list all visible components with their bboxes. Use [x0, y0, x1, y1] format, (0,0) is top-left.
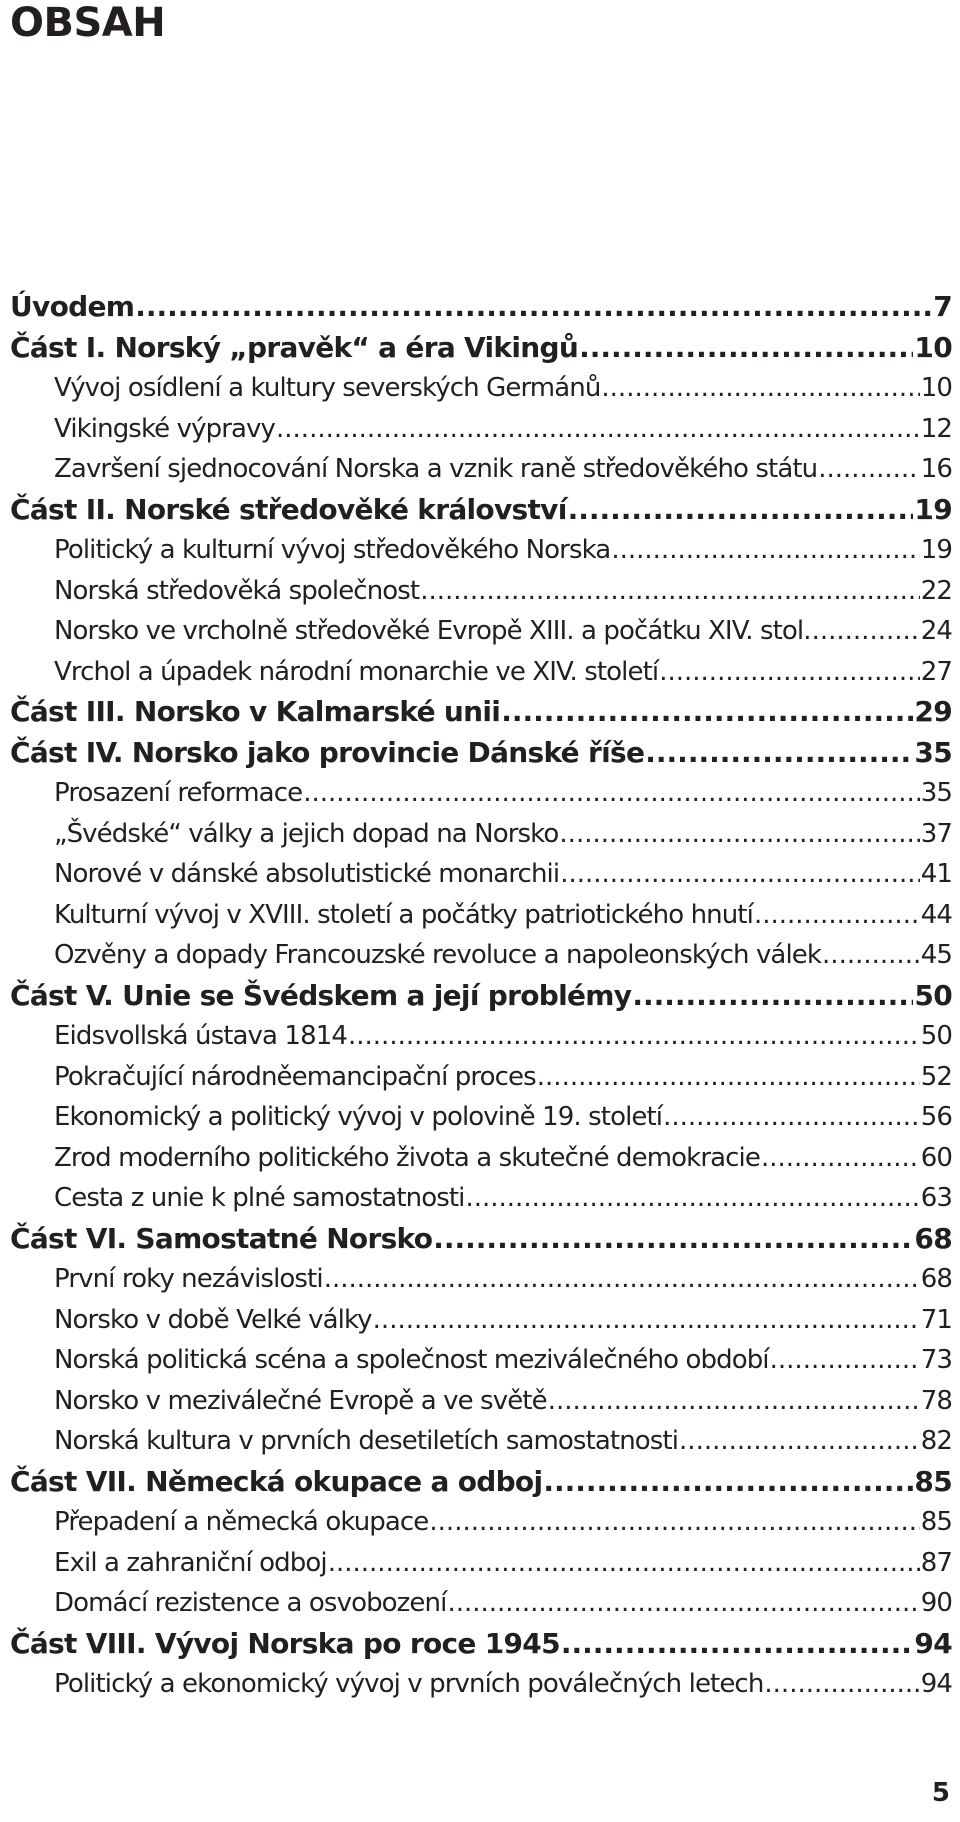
- toc-entry-page: 50: [920, 1021, 952, 1051]
- page-number: 5: [931, 1778, 950, 1808]
- toc-section-entry: [10, 1016, 952, 1057]
- toc-part-entry: [10, 287, 952, 328]
- dot-leader: [560, 854, 920, 895]
- toc-entry-page: 94: [914, 1626, 952, 1660]
- toc-entry-page: 85: [914, 1464, 952, 1498]
- toc-entry-title: Politický a kulturní vývoj středověkého Norska: [54, 535, 611, 565]
- toc-entry-page: 45: [920, 940, 952, 970]
- toc-section-entry: [10, 773, 952, 814]
- toc-entry-title: Domácí rezistence a osvobození: [54, 1588, 447, 1618]
- toc-entry-page: 41: [920, 859, 952, 889]
- toc-entry-title: Norská středověká společnost: [54, 575, 420, 606]
- toc-entry-title: Norové v dánské absolutistické monarchii: [54, 859, 560, 889]
- toc-entry-title: Část VIII. Vývoj Norska po roce 1945: [10, 1626, 560, 1660]
- toc-section-entry: [10, 1664, 952, 1705]
- toc-entry-title: Část II. Norské středověké království: [10, 492, 567, 526]
- toc-entry-page: 87: [920, 1547, 952, 1578]
- toc-entry-page: 94: [920, 1669, 952, 1699]
- toc-entry-page: 27: [920, 656, 952, 687]
- dot-leader: [420, 571, 919, 612]
- dot-leader: [135, 287, 932, 328]
- dot-leader: [568, 490, 914, 531]
- toc-entry-title: Norsko v meziválečné Evropě a ve světě: [54, 1385, 547, 1416]
- toc-entry-title: Pokračující národněemancipační proces: [54, 1061, 536, 1092]
- toc-entry-page: 22: [920, 575, 952, 606]
- toc-section-entry: [10, 449, 952, 490]
- toc-entry-title: Norská politická scéna a společnost meziválečného období: [54, 1345, 769, 1375]
- toc-section-entry: [10, 1502, 952, 1543]
- toc-entry-title: Úvodem: [10, 290, 135, 323]
- toc-section-entry: [10, 1097, 952, 1138]
- toc-part-entry: [10, 692, 952, 733]
- dot-leader: [822, 935, 920, 976]
- dot-leader: [303, 773, 920, 814]
- toc-section-entry: [10, 1340, 952, 1381]
- toc-entry-page: 24: [920, 616, 952, 646]
- toc-entry-title: Část IV. Norsko jako provincie Dánské říše: [10, 735, 645, 769]
- toc-section-entry: [10, 935, 952, 976]
- dot-leader: [764, 1664, 919, 1705]
- dot-leader: [465, 1178, 919, 1219]
- toc-section-entry: [10, 571, 952, 612]
- dot-leader: [559, 814, 919, 855]
- toc-entry-page: 78: [920, 1385, 952, 1416]
- toc-entry-title: Završení sjednocování Norska a vznik raně středověkého státu: [54, 454, 818, 484]
- toc-section-entry: [10, 1300, 952, 1341]
- toc-entry-page: 56: [920, 1102, 952, 1132]
- toc-entry-title: Prosazení reformace: [54, 778, 303, 808]
- dot-leader: [561, 1624, 914, 1665]
- toc-entry-page: 10: [914, 330, 952, 364]
- dot-leader: [501, 692, 913, 733]
- toc-entry-page: 19: [914, 492, 952, 526]
- toc-section-entry: [10, 409, 952, 450]
- dot-leader: [812, 611, 920, 652]
- toc-entry-title: Cesta z unie k plné samostatnosti: [54, 1183, 465, 1213]
- dot-leader: [276, 409, 920, 450]
- toc-section-entry: [10, 854, 952, 895]
- toc-part-entry: [10, 1219, 952, 1260]
- toc-entry-page: 52: [920, 1061, 952, 1092]
- dot-leader: [761, 1138, 920, 1179]
- toc-part-entry: [10, 328, 952, 369]
- toc-entry-title: Část VI. Samostatné Norsko: [10, 1221, 433, 1255]
- toc-entry-title: První roky nezávislosti: [54, 1264, 323, 1294]
- toc-entry-title: Norsko ve vrcholně středověké Evropě XIII. a počátku XIV. stol.: [54, 616, 811, 646]
- toc-part-entry: [10, 976, 952, 1017]
- toc-entry-page: 68: [914, 1221, 952, 1255]
- toc-entry-title: Zrod moderního politického života a skutečné demokracie: [54, 1142, 760, 1173]
- toc-entry-title: Norsko v době Velké války: [54, 1304, 372, 1335]
- dot-leader: [659, 652, 919, 693]
- dot-leader: [645, 733, 913, 774]
- toc-entry-page: 90: [920, 1588, 952, 1618]
- toc-entry-title: Exil a zahraniční odboj: [54, 1547, 327, 1578]
- toc-entry-title: Část I. Norský „pravěk“ a éra Vikingů: [10, 330, 579, 364]
- toc-entry-title: Přepadení a německá okupace: [54, 1507, 429, 1537]
- toc-section-entry: [10, 368, 952, 409]
- toc-entry-page: 85: [920, 1507, 952, 1537]
- toc-entry-title: Vrchol a úpadek národní monarchie ve XIV. století: [54, 656, 659, 687]
- dot-leader: [611, 530, 919, 571]
- toc-entry-page: 10: [920, 373, 952, 403]
- toc-entry-page: 60: [920, 1142, 952, 1173]
- toc-entry-page: 35: [920, 778, 952, 808]
- toc-part-entry: [10, 1462, 952, 1503]
- dot-leader: [537, 1057, 920, 1098]
- toc-section-entry: [10, 814, 952, 855]
- dot-leader: [429, 1502, 919, 1543]
- toc-entry-title: Norská kultura v prvních desetiletích samostatnosti: [54, 1426, 679, 1456]
- dot-leader: [348, 1016, 920, 1057]
- dot-leader: [543, 1462, 913, 1503]
- toc-entry-page: 12: [920, 413, 952, 444]
- page-title: OBSAH: [10, 0, 166, 46]
- toc-section-entry: [10, 895, 952, 936]
- toc-entry-page: 73: [920, 1345, 952, 1375]
- toc-section-entry: [10, 1259, 952, 1300]
- toc-entry-page: 7: [933, 290, 952, 323]
- toc-section-entry: [10, 1543, 952, 1584]
- dot-leader: [579, 328, 913, 369]
- table-of-contents: [10, 287, 952, 1705]
- toc-entry-title: Část V. Unie se Švédskem a její problémy: [10, 978, 632, 1012]
- toc-entry-page: 16: [920, 454, 952, 484]
- toc-section-entry: [10, 1057, 952, 1098]
- toc-section-entry: [10, 1138, 952, 1179]
- dot-leader: [328, 1543, 920, 1584]
- toc-entry-page: 44: [920, 899, 952, 930]
- toc-entry-page: 19: [920, 535, 952, 565]
- toc-entry-title: Část VII. Německá okupace a odboj: [10, 1464, 543, 1498]
- toc-entry-title: Vývoj osídlení a kultury severských Germánů: [54, 373, 601, 403]
- dot-leader: [373, 1300, 920, 1341]
- toc-entry-title: Ekonomický a politický vývoj v polovině 19. století: [54, 1102, 663, 1132]
- toc-entry-page: 50: [914, 978, 952, 1012]
- toc-part-entry: [10, 490, 952, 531]
- dot-leader: [447, 1583, 919, 1624]
- dot-leader: [433, 1219, 913, 1260]
- toc-entry-page: 35: [914, 735, 952, 769]
- toc-entry-page: 63: [920, 1183, 952, 1213]
- toc-entry-title: „Švédské“ války a jejich dopad na Norsko: [54, 818, 559, 849]
- toc-entry-title: Ozvěny a dopady Francouzské revoluce a napoleonských válek: [54, 940, 822, 970]
- toc-entry-title: Eidsvollská ústava 1814: [54, 1021, 347, 1051]
- dot-leader: [663, 1097, 920, 1138]
- dot-leader: [601, 368, 919, 409]
- dot-leader: [548, 1381, 920, 1422]
- toc-entry-title: Politický a ekonomický vývoj v prvních poválečných letech: [54, 1669, 764, 1699]
- dot-leader: [324, 1259, 920, 1300]
- toc-entry-title: Kulturní vývoj v XVIII. století a počátky patriotického hnutí: [54, 899, 753, 930]
- dot-leader: [754, 895, 920, 936]
- toc-entry-page: 37: [920, 818, 952, 849]
- toc-section-entry: [10, 1583, 952, 1624]
- dot-leader: [818, 449, 919, 490]
- toc-entry-page: 82: [920, 1426, 952, 1456]
- toc-part-entry: [10, 733, 952, 774]
- dot-leader: [632, 976, 913, 1017]
- dot-leader: [770, 1340, 920, 1381]
- dot-leader: [679, 1421, 920, 1462]
- toc-entry-page: 71: [920, 1304, 952, 1335]
- toc-entry-page: 29: [914, 695, 952, 728]
- toc-section-entry: [10, 611, 952, 652]
- toc-section-entry: [10, 1381, 952, 1422]
- toc-entry-title: Vikingské výpravy: [54, 413, 276, 444]
- toc-part-entry: [10, 1624, 952, 1665]
- toc-section-entry: [10, 652, 952, 693]
- toc-section-entry: [10, 1421, 952, 1462]
- toc-entry-title: Část III. Norsko v Kalmarské unii: [10, 695, 501, 728]
- toc-section-entry: [10, 530, 952, 571]
- toc-section-entry: [10, 1178, 952, 1219]
- toc-entry-page: 68: [920, 1264, 952, 1294]
